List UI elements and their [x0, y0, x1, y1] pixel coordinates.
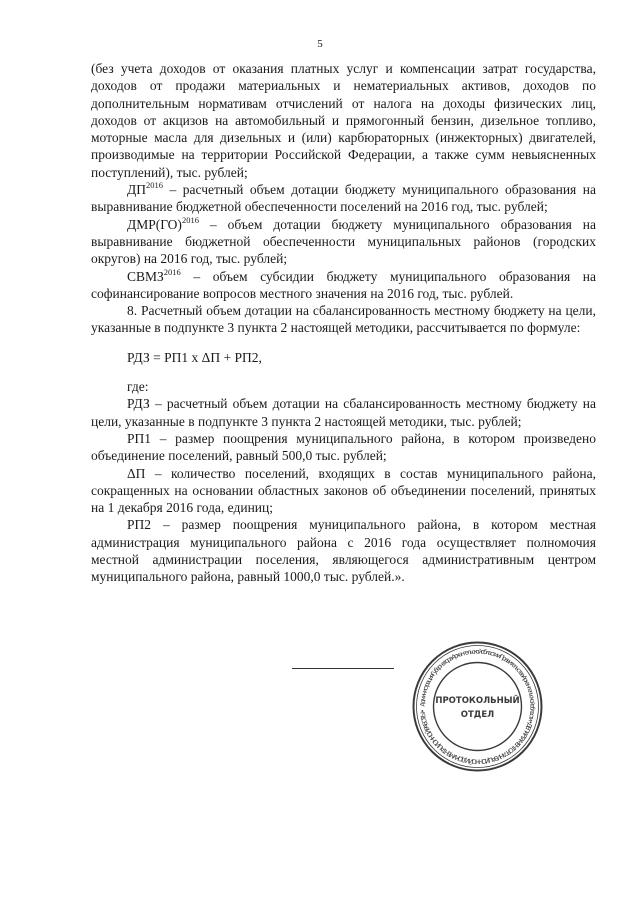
page-number: 5	[317, 38, 323, 50]
stamp-outer-ring	[414, 643, 542, 771]
definition-rp1: РП1 – размер поощрения муниципального района, в котором произведено объединение поселений, равный 500,0 тыс. рублей;	[91, 430, 596, 464]
signature-line	[292, 668, 394, 669]
definition-svmz	[91, 268, 596, 303]
definition-delta-p: ΔП – количество поселений, входящих в состав муниципального района, сокращенных на основании областных законов об объединении поселений, принятых на 1 декабря 2016 года, единиц;	[91, 465, 596, 516]
symbol-svmz: СВМЗ	[127, 268, 164, 284]
definition-dmr-text: – объем дотации бюджету муниципального образования на выравнивание бюджетной обеспеченности муниципальных районов (городских округов) на 2016 год, тыс. рублей;	[91, 216, 596, 267]
definition-rp2: РП2 – размер поощрения муниципального района, в котором местная администрация муниципального района с 2016 года осуществляет полномочия местной администрации поселения, являющегося административным центром муниципального района, равный 1000,0 тыс. рублей.».	[91, 517, 596, 585]
symbol-dmr: ДМР(ГО)	[127, 216, 182, 232]
stamp-inner-ring	[417, 646, 539, 768]
superscript-year: 2016	[163, 266, 181, 277]
document-body	[91, 60, 596, 586]
definition-dmr	[91, 216, 596, 268]
paragraph-income-exclusions: (без учета доходов от оказания платных услуг и компенсации затрат государства, доходов от продажи материальных и нематериальных активов, доходов по дополнительным нормативам отчислений от налога на доходы физических лиц, доходов от акцизов на автомобильный и прямогонный бензин, дизельное топливо, моторные масла для дизельных и (или) карбюраторных (инжекторных) двигателей, производимые на территории Российской Федерации, а также сумм невыясненных поступлений), тыс. рублей;	[91, 61, 596, 180]
definition-dp	[91, 181, 596, 216]
stamp-outer-text: Администрация Губернатора Архангельской области и Правительства Архангельской области • ДЕПАРТАМЕНТ ОРГАНИЗАЦИОННОЙ И ДОКУМЕНТАЦИОННОЙ РАБОТЫ •	[419, 648, 536, 765]
superscript-year: 2016	[145, 180, 163, 191]
stamp-center-ring	[434, 663, 522, 751]
stamp-center-line-1: ПРОТОКОЛЬНЫЙ	[435, 696, 520, 706]
paragraph-item-8: 8. Расчетный объем дотации на сбалансированность местному бюджету на цели, указанные в подпункте 3 пункта 2 настоящей методики, рассчитывается по формуле:	[91, 303, 596, 336]
definition-rdz: РДЗ – расчетный объем дотации на сбалансированность местному бюджету на цели, указанные в подпункте 3 пункта 2 настоящей методики, тыс. рублей;	[91, 396, 596, 429]
superscript-year: 2016	[181, 214, 199, 225]
definition-dp-text: – расчетный объем дотации бюджету муниципального образования на выравнивание бюджетной обеспеченности поселений на 2016 год, тыс. рублей;	[91, 182, 596, 215]
stamp-center-line-2: ОТДЕЛ	[460, 710, 495, 720]
symbol-dp: ДП	[127, 182, 146, 198]
definition-svmz-text: – объем субсидии бюджету муниципального образования на софинансирование вопросов местного значения на 2016 год, тыс. рублей.	[91, 268, 596, 301]
formula: РДЗ = РП1 x ΔП + РП2,	[127, 349, 262, 365]
where-label: где:	[127, 379, 149, 395]
official-stamp	[411, 640, 544, 773]
